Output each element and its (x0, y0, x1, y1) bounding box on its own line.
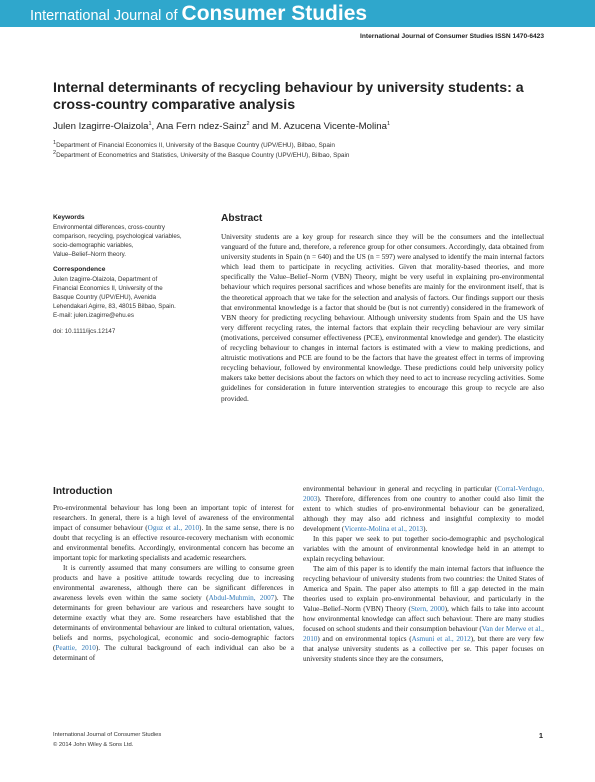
abstract-heading: Abstract (221, 213, 263, 224)
affiliation-1-mark: 1 (53, 140, 57, 146)
keywords-text: Environmental differences, cross-country comparison, recycling, psychological variables, socio-demographic variables, Value–Belief–Norm theory. (53, 224, 182, 258)
journal-banner-prefix: International Journal of (30, 8, 182, 24)
intro-paragraph-4: The aim of this paper is to identify the main internal factors that influence the recycling behaviour of university students from two countries: the United States of America and Spain. The paper also attempts to fill a gap detected in the main theories used to explain pro-environmental behaviour, and particularly in the Value–Belief–Norm (VBN) Theory (Stern, 2000), which fails to take into account how environmental knowledge can affect such behaviour. There are many studies focused on school students and their consumption behaviour (Van der Merwe et al., 2010) and on environmental topics (Asmuni et al., 2012), but there are very few that analyse university students as a collective per se. This paper focuses on university students since they are the consumers, (303, 565, 544, 663)
citation-link[interactable]: Abdul-Muhmin, 2007 (208, 594, 275, 602)
author-2-affiliation-mark: 2 (246, 121, 250, 127)
journal-banner-name: Consumer Studies (181, 2, 368, 25)
journal-banner (0, 0, 595, 27)
author-list (53, 121, 390, 132)
article-sidebar (53, 214, 213, 336)
citation-link[interactable]: Peattie, 2010 (55, 644, 96, 652)
intro-paragraph-3: In this paper we seek to put together socio-demographic and psychological variables with the amount of environmental knowledge held in an attempt to explain recycling behaviour. (303, 535, 544, 563)
author-1-affiliation-mark: 1 (148, 121, 152, 127)
doi[interactable]: doi: 10.1111/ijcs.12147 (53, 328, 116, 335)
affiliation-2-mark: 2 (53, 150, 57, 156)
introduction-heading: Introduction (53, 486, 113, 497)
citation-link[interactable]: Oguz et al., 2010 (147, 524, 200, 532)
journal-banner-title (30, 2, 367, 26)
abstract-text: University students are a key group for research since they will be the consumers and the intellectual vanguard of the future and, therefore, a reference group for other consumers. Accordingly, data obtained from university students in Spain (n = 640) and the US (n = 597) were analysed to identify the main internal factors which lead them to participate in recycling activities. Given that morality-based theories, and more specifically the Value–Belief–Norm (VBN) Theory, might be very useful in explaining pro-environmental behaviour which requires personal sacrifices and whose benefits are mainly for the environment itself, that is the theoretical approach that we take for the selection and analysis of factors. Our findings support our thesis that environmental knowledge is a factor that should be (but is not currently) considered in the framework of VBN theory for predicting recycling behaviour. Although university students from Spain and the US have very different recycling rates, the internal factors that explain their recycling behaviour are very similar (motivations, perceived consumer effectiveness (PCE), environmental knowledge and gender). The elasticity of recycling behaviour to changes in internal factors is estimated with a view to making predictions, and altruistic motivations and PCE are found to be the factors that have the greatest effect in terms of improving recycling behaviour, followed by environmental knowledge. These predictions could help university policy makers take better decisions about the factors on which they need to act to increase recycling activities. Some guidelines for consideration in future intervention strategies to encourage this group to recycle are also provided. (221, 232, 544, 403)
page-number: 1 (538, 731, 543, 740)
citation-link[interactable]: Stern, 2000 (410, 605, 445, 613)
intro-paragraph-1: Pro-environmental behaviour has long been an important topic of interest for researchers. In general, there is a high level of awareness of the environmental impact of consumer behaviour (Oguz et al., 2010). In the same sense, there is no doubt that recycling is an effective resource-recovery mechanism with economic and environmental benefits. Accordingly, environmental concern has become an important topic for marketing specialists and academic researchers. (53, 504, 294, 562)
citation-link[interactable]: Corral-Verdugo, 2003 (303, 485, 544, 503)
citation-link[interactable]: Van der Merwe et al., 2010 (303, 625, 544, 643)
body-column-left (53, 503, 294, 663)
journal-issn-line: International Journal of Consumer Studies ISSN 1470-6423 (360, 33, 544, 40)
author-1: Julen Izagirre-Olaizola (53, 121, 149, 133)
body-column-right (303, 484, 544, 664)
intro-paragraph-2: It is currently assumed that many consumers are willing to consume green products and have a positive attitude towards recycling due to increasing environmental awareness, although there can be significant differences in awareness levels even within the same society (Abdul-Muhmin, 2007). The determinants for green behaviour are various and researchers have sought to determine exactly what they are. Some researchers have established that the determinants of environmental behaviour are linked to cultural orientation, values, beliefs and norms, psychological, economic and socio-demographic factors (Peattie, 2010). The cultural background of each individual can also be a determinant of (53, 564, 294, 662)
intro-paragraph-2-continued: environmental behaviour in general and recycling in particular (Corral-Verdugo, 2003). Therefore, differences from one country to another could also limit the extent to which studies of pro-environmental behaviour can be generalized, although they may also add richness and insightful complexity to model development (Vicente-Molina et al., 2013). (303, 485, 544, 533)
affiliation-1 (53, 140, 335, 149)
keywords-heading: Keywords (53, 214, 85, 221)
footer-journal: International Journal of Consumer Studies (53, 732, 162, 738)
author-3-affiliation-mark: 1 (386, 121, 390, 127)
footer-copyright: © 2014 John Wiley & Sons Ltd. (53, 742, 134, 748)
affiliation-2-text: Department of Econometrics and Statistics, University of the Basque Country (UPV/EHU), Bilbao, Spain (56, 152, 350, 160)
article-title: Internal determinants of recycling behaviour by university students: a cross-country comparative analysis (53, 80, 524, 113)
correspondence-text: Julen Izagirre-Olaizola, Department of Financial Economics II, University of the Basque Country (UPV/EHU), Avenida Lehendakari Agirre, 83, 48015 Bilbao, Spain. E-mail: julen.izagirre@ehu.es (53, 276, 176, 319)
affiliation-1-text: Department of Financial Economics II, University of the Basque Country (UPV/EHU), Bilbao, Spain (56, 142, 335, 150)
affiliation-2 (53, 150, 349, 159)
correspondence-heading: Correspondence (53, 266, 106, 273)
author-2: , Ana Fern ndez-Sainz (151, 121, 247, 133)
author-3: and M. Azucena Vicente-Molina (249, 121, 387, 133)
citation-link[interactable]: Asmuni et al., 2012 (411, 635, 471, 643)
citation-link[interactable]: Vicente-Molina et al., 2013 (344, 525, 424, 533)
